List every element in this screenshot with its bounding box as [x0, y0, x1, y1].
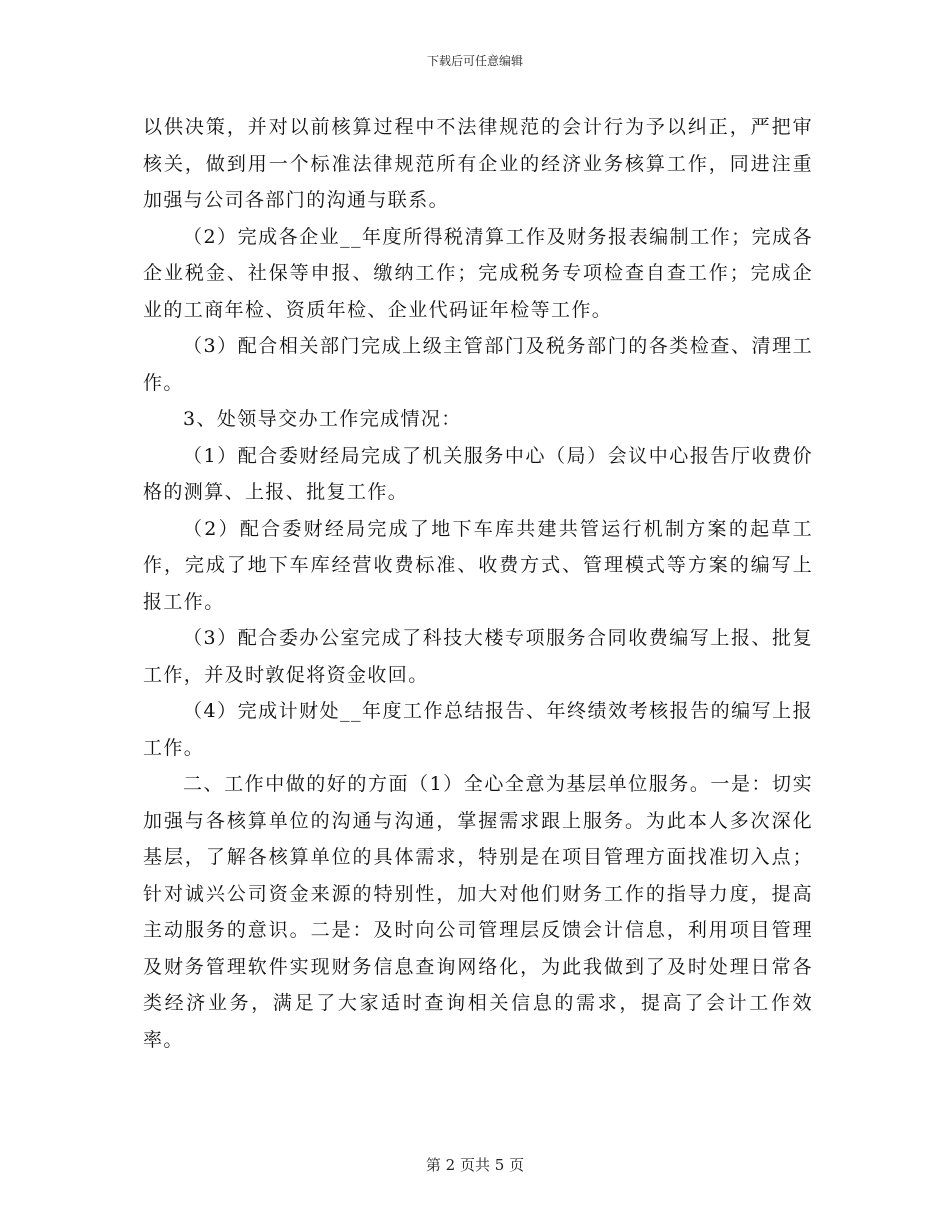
paragraph-1: 以供决策，并对以前核算过程中不法律规范的会计行为予以纠正，严把审核关，做到用一个标准法律规范所有企业的经济业务核算工作，同进注重加强与公司各部门的沟通与联系。	[143, 116, 813, 211]
paragraph-8: （4）完成计财处__年度工作总结报告、年终绩效考核报告的编写上报工作。	[143, 700, 813, 759]
paragraph-9: 二、工作中做的好的方面（1）全心全意为基层单位服务。一是：切实加强与各核算单位的沟通与沟通，掌握需求跟上服务。为此本人多次深化基层，了解各核算单位的具体需求，特别是在项目管理方面找准切入点；针对诚兴公司资金来源的特别性，加大对他们财务工作的指导力度，提高主动服务的意识。二是：及时向公司管理层反馈会计信息，利用项目管理及财务管理软件实现财务信息查询网络化，为此我做到了及时处理日常各类经济业务，满足了大家适时查询相关信息的需求，提高了会计工作效率。	[143, 773, 813, 1051]
paragraph-6: （2）配合委财经局完成了地下车库共建共管运行机制方案的起草工作，完成了地下车库经营收费标准、收费方式、管理模式等方案的编写上报工作。	[143, 517, 813, 613]
page-header: 下载后可任意编辑	[426, 54, 523, 68]
page-number-footer: 第 2 页共 5 页	[425, 1156, 525, 1174]
paragraph-2: （2）完成各企业__年度所得税清算工作及财务报表编制工作；完成各企业税金、社保等申报、缴纳工作；完成税务专项检查自查工作；完成企业的工商年检、资质年检、企业代码证年检等工作。	[143, 225, 813, 321]
paragraph-7: （3）配合委办公室完成了科技大楼专项服务合同收费编写上报、批复工作，并及时敦促将资金收回。	[143, 627, 813, 686]
paragraph-3: （3）配合相关部门完成上级主管部门及税务部门的各类检查、清理工作。	[143, 335, 813, 394]
paragraph-4: 3、处领导交办工作完成情况：	[183, 408, 462, 430]
document-body	[143, 109, 813, 1058]
paragraph-5: （1）配合委财经局完成了机关服务中心（局）会议中心报告厅收费价格的测算、上报、批复工作。	[143, 444, 813, 503]
